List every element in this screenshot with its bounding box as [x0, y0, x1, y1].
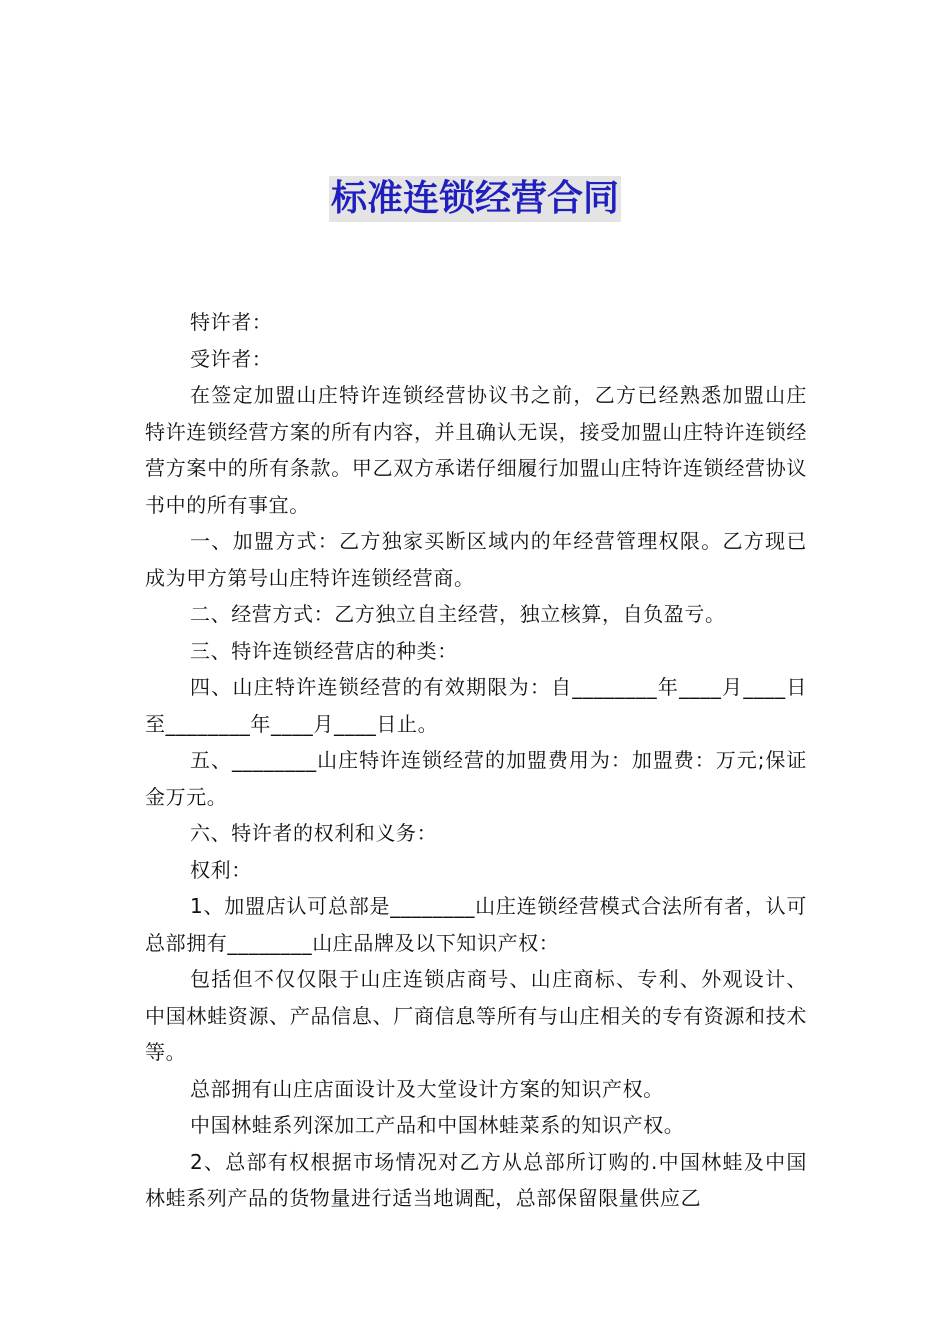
- paragraph-right-1: 1、加盟店认可总部是________山庄连锁经营模式合法所有者，认可总部拥有________山庄品牌及以下知识产权：: [145, 894, 807, 955]
- paragraph-clause-6: 六、特许者的权利和义务：: [190, 821, 438, 845]
- paragraph-licensor: 特许者：: [190, 310, 273, 334]
- paragraph-clause-5: 五、________山庄特许连锁经营的加盟费用为：加盟费：万元;保证金万元。: [145, 748, 807, 809]
- paragraph-right-2: 2、总部有权根据市场情况对乙方从总部所订购的.中国林蛙及中国林蛙系列产品的货物量进行适当地调配，总部保留限量供应乙: [145, 1149, 807, 1210]
- document-body: [145, 304, 807, 1217]
- paragraph-ip-products: 中国林蛙系列深加工产品和中国林蛙菜系的知识产权。: [190, 1113, 685, 1137]
- paragraph-rights: 权利：: [190, 857, 252, 882]
- paragraph-clause-1: 一、加盟方式：乙方独家买断区域内的年经营管理权限。乙方现已成为甲方第号山庄特许连锁经营商。: [145, 529, 807, 590]
- paragraph-preamble: 在签定加盟山庄特许连锁经营协议书之前，乙方已经熟悉加盟山庄特许连锁经营方案的所有内容，并且确认无误，接受加盟山庄特许连锁经营方案中的所有条款。甲乙双方承诺仔细履行加盟山庄特许连锁经营协议书中的所有事宜。: [145, 383, 807, 517]
- paragraph-licensee: 受许者：: [190, 346, 273, 371]
- title-wrap: [0, 176, 950, 222]
- paragraph-ip-design: 总部拥有山庄店面设计及大堂设计方案的知识产权。: [190, 1076, 664, 1101]
- paragraph-ip-scope: 包括但不仅仅限于山庄连锁店商号、山庄商标、专利、外观设计、中国林蛙资源、产品信息、厂商信息等所有与山庄相关的专有资源和技术等。: [145, 967, 807, 1064]
- paragraph-clause-3: 三、特许连锁经营店的种类：: [190, 638, 458, 663]
- document-title: 标准连锁经营合同: [329, 176, 621, 222]
- paragraph-clause-2: 二、经营方式：乙方独立自主经营，独立核算，自负盈亏。: [190, 602, 726, 626]
- paragraph-clause-4: 四、山庄特许连锁经营的有效期限为：自________年____月____日至________年____月____日止。: [145, 675, 807, 736]
